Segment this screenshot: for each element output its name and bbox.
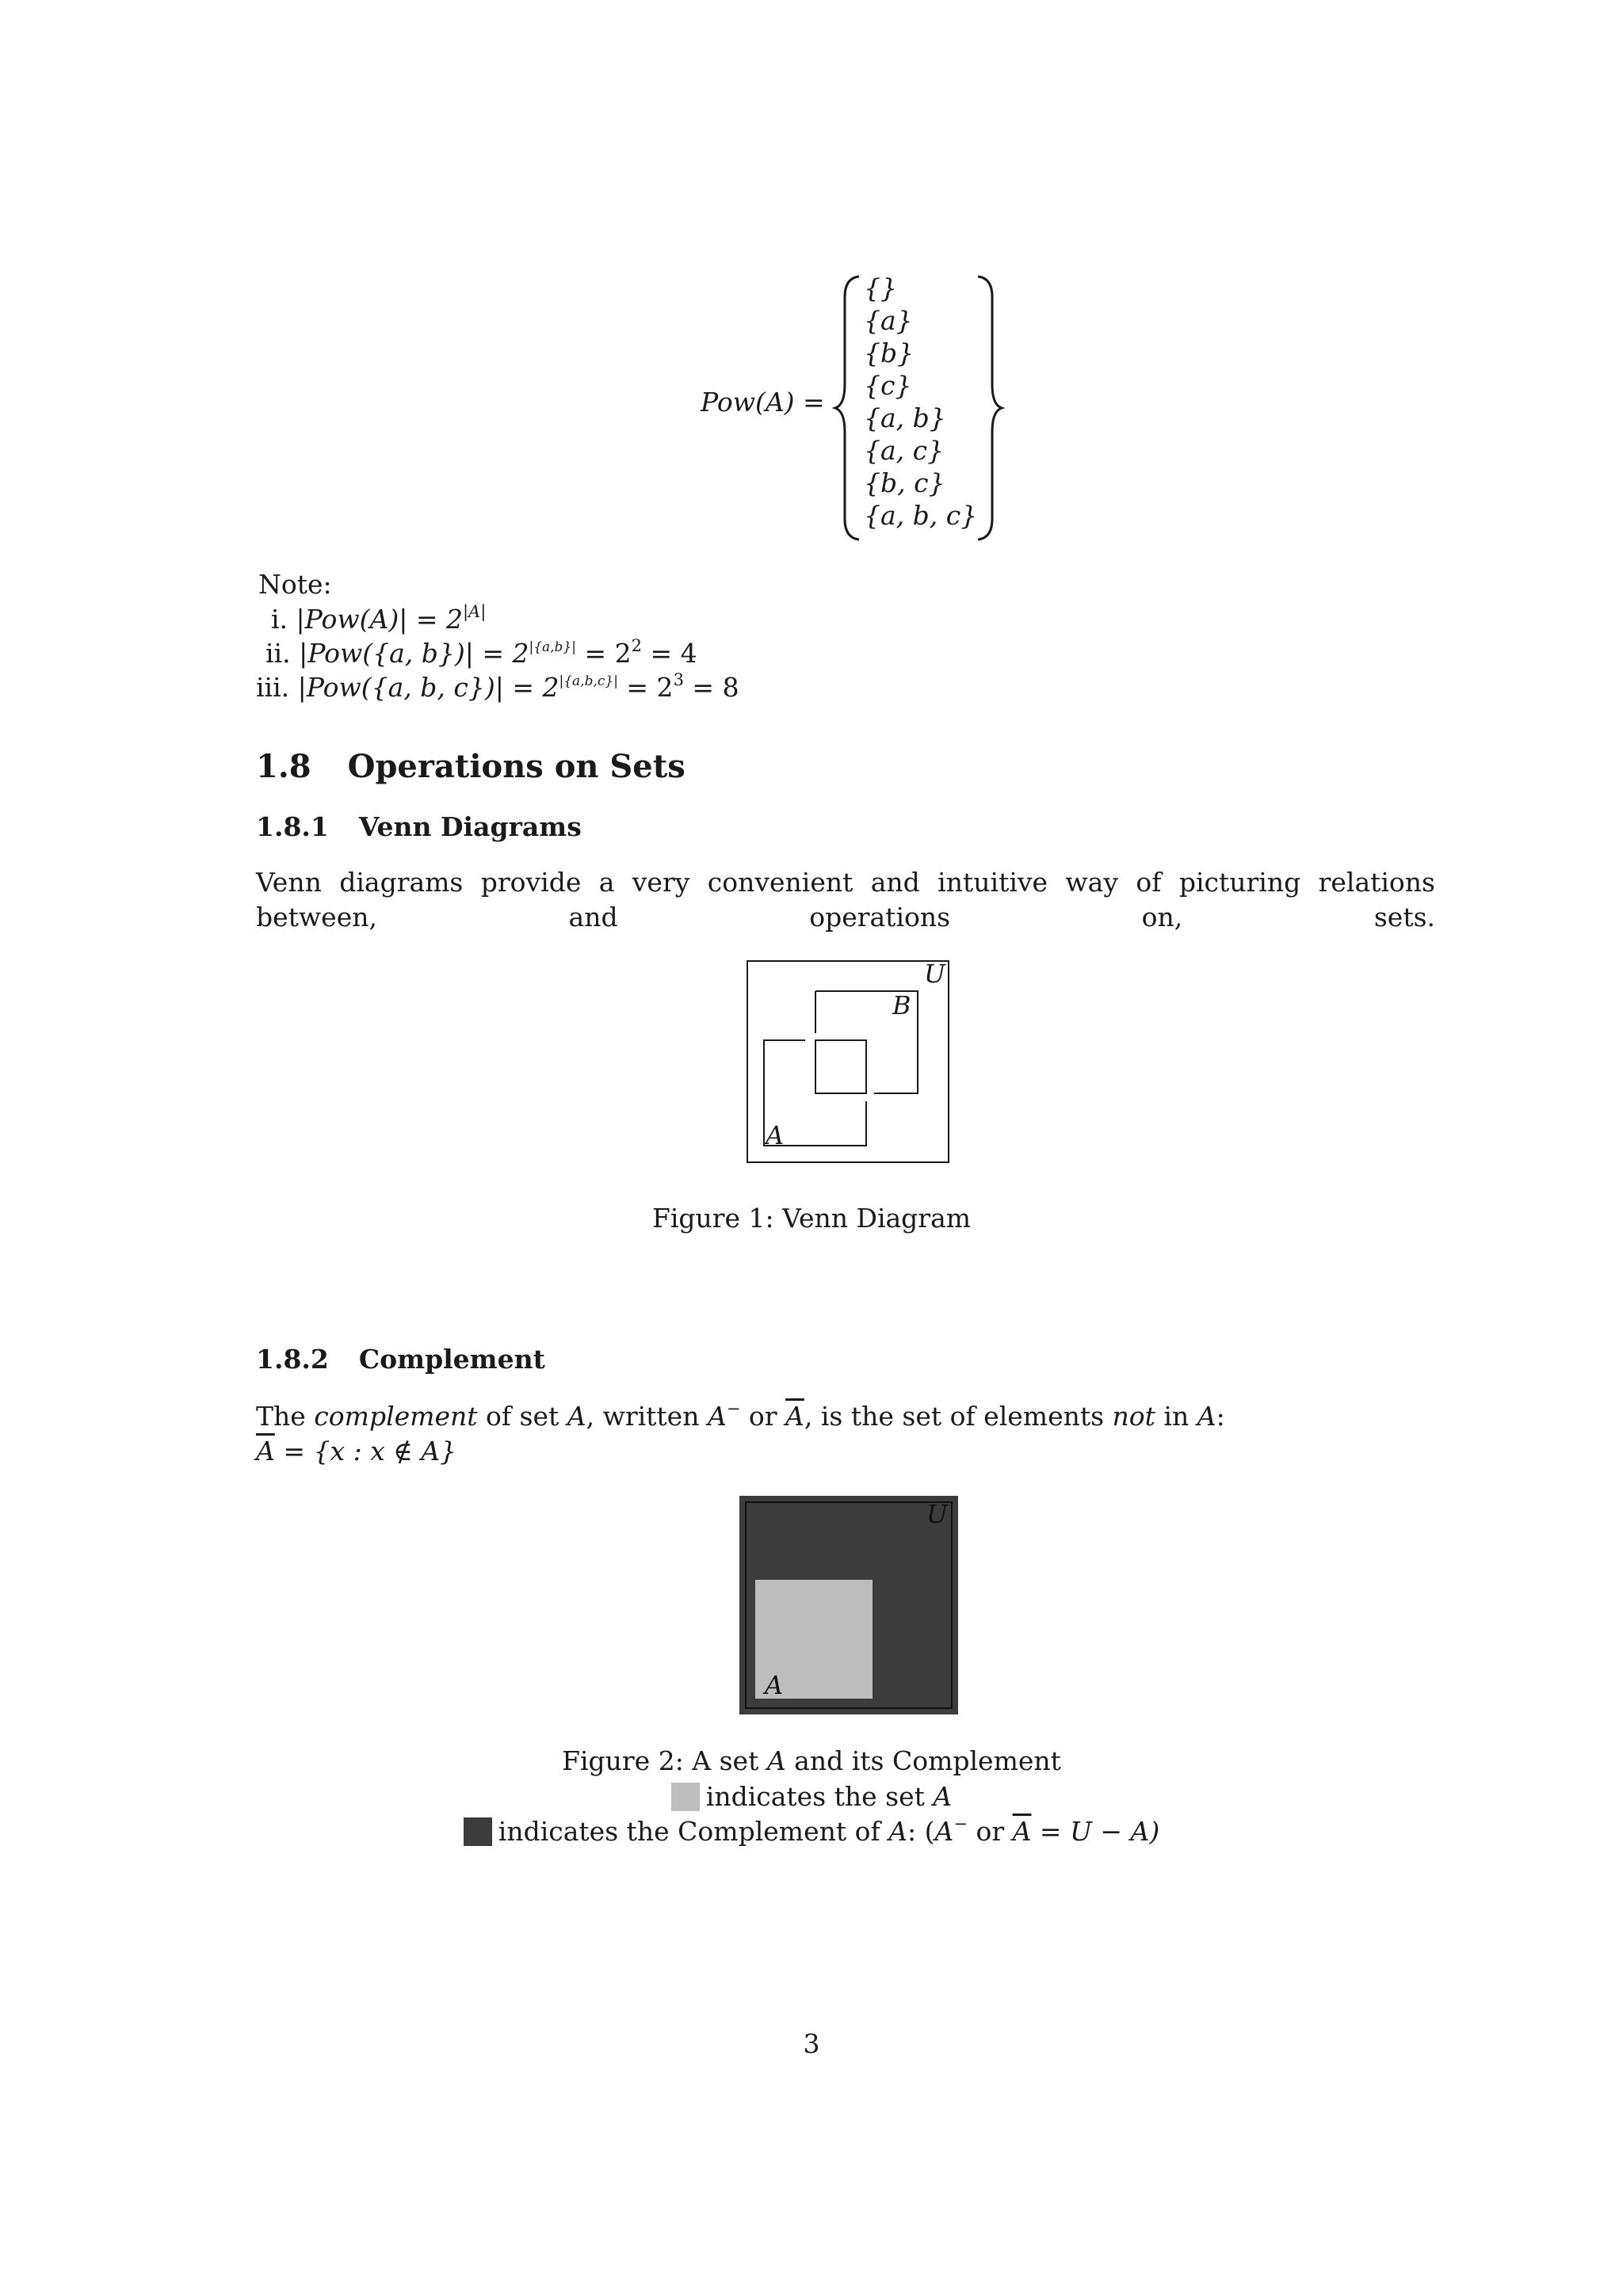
- note-item-result: = 8: [683, 672, 739, 703]
- set-a-label: A: [765, 1670, 784, 1700]
- complement-set-builder: $\overline{A} = \{x$ : x ∉ A}: [256, 1436, 457, 1466]
- emphasis-complement: complement: [314, 1401, 478, 1432]
- note-item-lhs: |Pow({a, b, c})| = 2: [297, 672, 559, 703]
- universe-label: U: [924, 959, 945, 989]
- section-heading: [256, 748, 685, 785]
- subsection-heading-venn: [256, 811, 582, 842]
- note-item: [256, 672, 739, 704]
- note-item-lhs: |Pow(A)| = 2: [296, 604, 463, 635]
- note-item-exponent: |A|: [462, 602, 487, 621]
- note-item-lhs: |Pow({a, b})| = 2: [299, 638, 529, 669]
- subsection-heading-complement: [256, 1344, 545, 1375]
- subsection-title: Venn Diagrams: [358, 811, 582, 842]
- figure2-caption: Figure 2: A set A and its Complement: [562, 1745, 1061, 1776]
- subsection-number: 1.8.2: [256, 1344, 329, 1375]
- venn-paragraph: Venn diagrams provide a very convenient and intuitive way of picturing relations between, and operations on, sets.: [256, 867, 1435, 933]
- note-label: Note:: [258, 569, 332, 600]
- intersection-square: [815, 1040, 866, 1093]
- note-item-prefix: i.: [271, 604, 296, 635]
- power-set-element: {b}: [864, 338, 915, 368]
- complement-definition-text: The complement of set A, written A− or $\overline{A}$, is the set of elements not in A:: [256, 1399, 1225, 1432]
- note-item-exponent: |{a,b}|: [529, 639, 576, 655]
- power-set-element: {a}: [864, 305, 913, 336]
- subsection-number: 1.8.1: [256, 811, 329, 842]
- note-item-prefix: ii.: [265, 638, 300, 669]
- section-title: Operations on Sets: [347, 748, 685, 785]
- power-set-element: {c}: [864, 370, 912, 401]
- figure1-caption: Figure 1: Venn Diagram: [651, 1203, 972, 1234]
- note-item-exponent: 3: [673, 670, 684, 689]
- dark-swatch: [464, 1817, 492, 1846]
- set-b-label: B: [892, 990, 911, 1020]
- note-item-prefix: iii.: [256, 672, 298, 703]
- power-set-lhs: Pow(A) =: [701, 387, 825, 418]
- page-number: 3: [803, 2028, 820, 2059]
- note-item-rest: = 2: [575, 638, 632, 669]
- subsection-title: Complement: [358, 1344, 545, 1375]
- note-item-rest: = 2: [617, 672, 674, 703]
- light-swatch: [671, 1783, 700, 1811]
- power-set-element: {a, b}: [864, 402, 946, 433]
- note-item-result: = 4: [642, 638, 697, 669]
- note-item-exponent: 2: [631, 636, 642, 655]
- left-brace: [832, 273, 864, 543]
- power-set-element: {}: [864, 273, 897, 303]
- complement-diagram: [739, 1496, 961, 1718]
- note-item-exponent: |{a,b,c}|: [559, 673, 618, 689]
- power-set-element: {a, b, c}: [864, 500, 978, 531]
- venn-diagram: [745, 959, 959, 1173]
- power-set-element: {a, c}: [864, 435, 945, 466]
- power-set-elements: [864, 272, 978, 532]
- power-set-element: {b, c}: [864, 467, 945, 498]
- section-number: 1.8: [256, 748, 311, 785]
- note-item: [271, 604, 486, 635]
- universe-label: U: [926, 1499, 948, 1529]
- right-brace: [973, 273, 1005, 543]
- emphasis-not: not: [1112, 1401, 1155, 1432]
- note-item: [265, 638, 697, 669]
- legend-set-a: indicates the set A: [0, 1781, 1623, 1813]
- legend-complement: indicates the Complement of A: (A− or $\overline{A} = U - A$): [0, 1816, 1623, 1848]
- set-a-label: A: [766, 1120, 785, 1150]
